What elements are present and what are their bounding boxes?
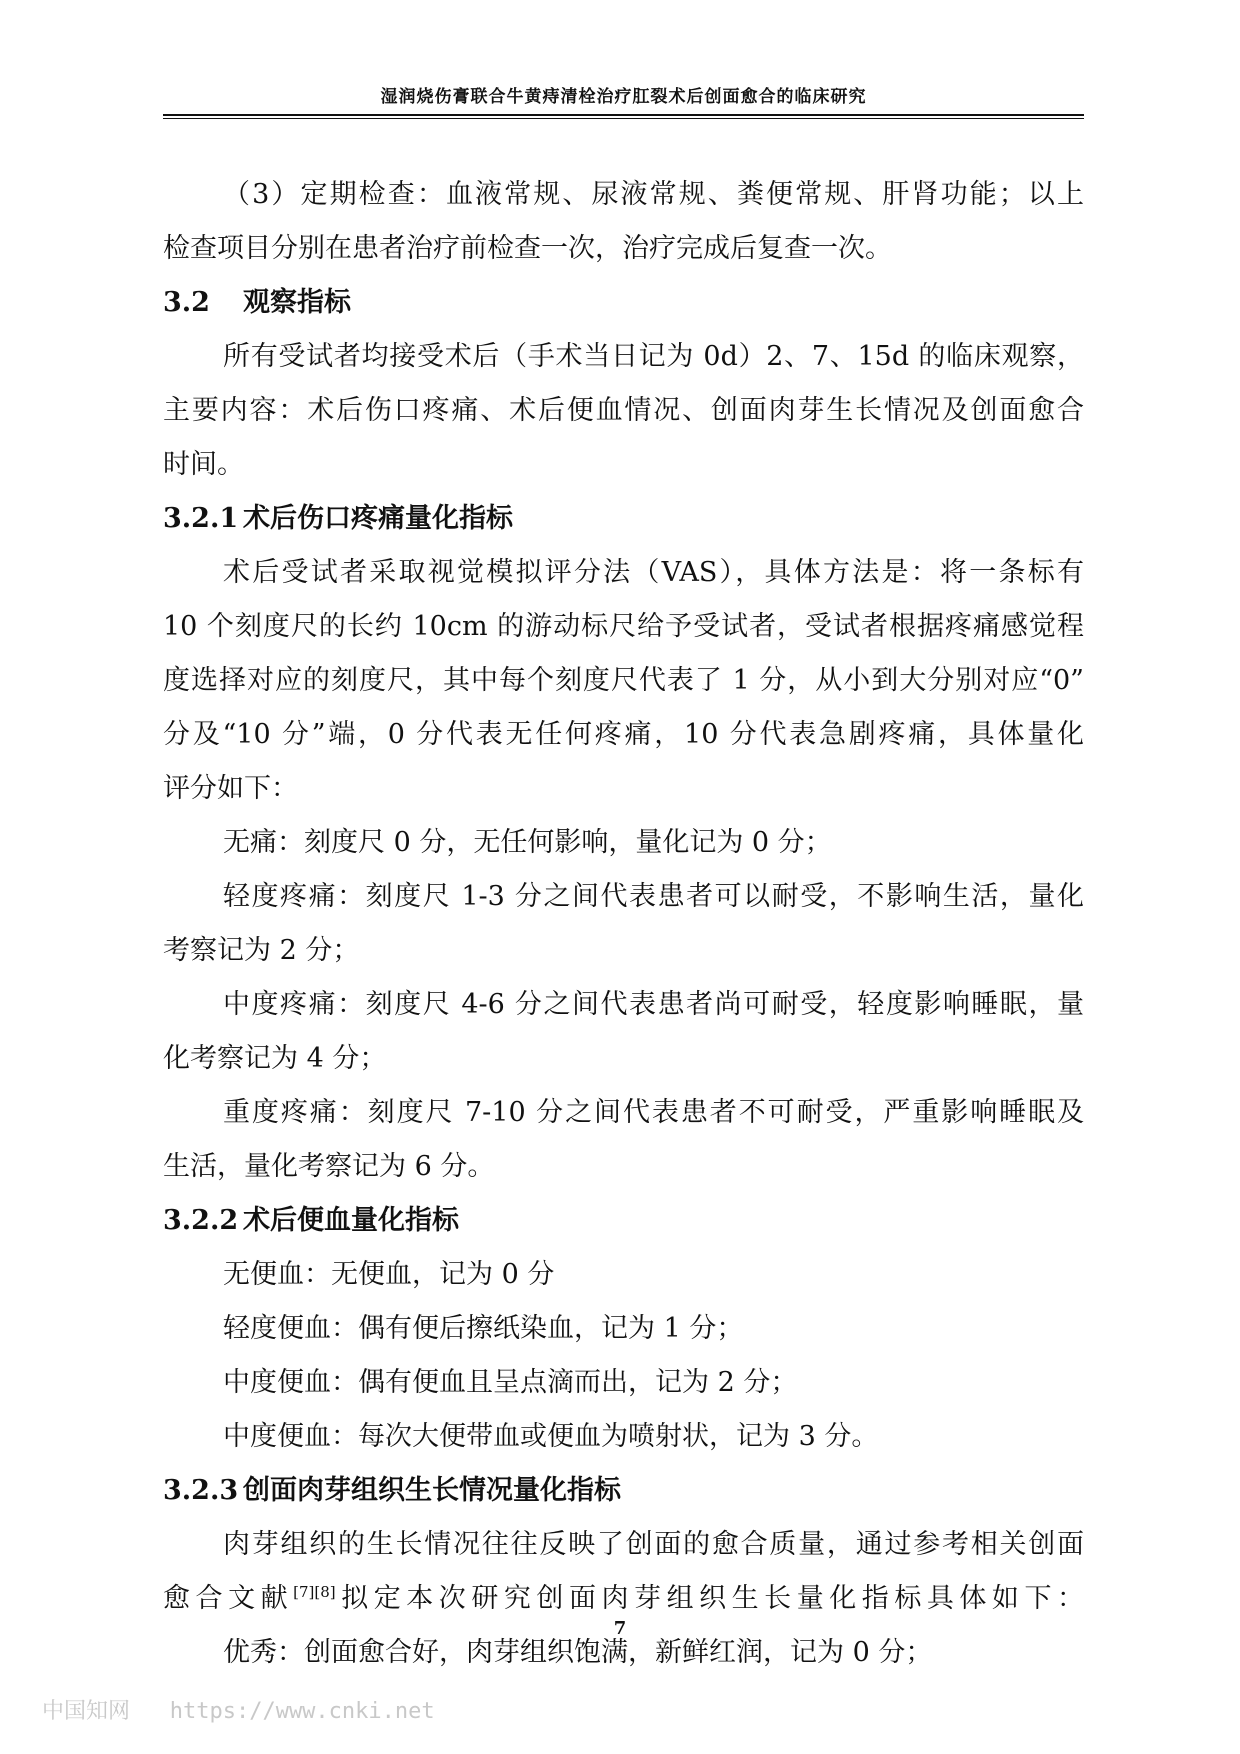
header-rule [163, 114, 1084, 116]
paragraph-line: 中度便血：每次大便带血或便血为喷射状，记为 3 分。 [223, 1421, 879, 1452]
watermark: 中国知网 https://www.cnki.net [42, 1699, 435, 1724]
paragraph-line: 时间。 [163, 449, 244, 480]
paragraph-line: 评分如下： [163, 773, 298, 804]
text-span: 愈合文献 [163, 1583, 294, 1614]
page-number: 7 [613, 1618, 627, 1639]
paragraph-line: 所有受试者均接受术后（手术当日记为 0d）2、7、15d 的临床观察， [223, 341, 1084, 372]
header-rule-thin [163, 118, 1084, 119]
paragraph-line: 分及“10 分”端，0 分代表无任何疼痛，10 分代表急剧疼痛，具体量化 [163, 719, 1084, 750]
page-body [163, 168, 1084, 1680]
paragraph-line: 重度疼痛：刻度尺 7-10 分之间代表患者不可耐受，严重影响睡眠及 [223, 1097, 1084, 1128]
citation-ref[interactable]: [7][8] [293, 1583, 336, 1601]
section-heading-3-2-1 [163, 492, 1084, 546]
paragraph-line: 化考察记为 4 分； [163, 1043, 387, 1074]
section-number: 3.2 [163, 287, 210, 318]
section-number: 3.2.3 [163, 1475, 239, 1506]
paragraph-line: 轻度便血：偶有便后擦纸染血，记为 1 分； [223, 1313, 744, 1344]
section-number: 3.2.2 [163, 1205, 239, 1236]
section-title: 观察指标 [243, 287, 351, 318]
paragraph-line: 无便血：无便血，记为 0 分 [223, 1259, 555, 1290]
section-heading-3-2-3 [163, 1464, 1084, 1518]
paragraph-line: 检查项目分别在患者治疗前检查一次，治疗完成后复查一次。 [163, 233, 892, 264]
paragraph-line: （3）定期检查：血液常规、尿液常规、粪便常规、肝肾功能；以上 [223, 179, 1084, 210]
text-span: 拟定本次研究创面肉芽组织生长量化指标具体如下： [335, 1583, 1085, 1614]
paragraph-line: 无痛：刻度尺 0 分，无任何影响，量化记为 0 分； [223, 827, 832, 858]
paragraph-line: 主要内容：术后伤口疼痛、术后便血情况、创面肉芽生长情况及创面愈合 [163, 395, 1084, 426]
section-heading-3-2-2 [163, 1194, 1084, 1248]
paragraph-line: 生活，量化考察记为 6 分。 [163, 1151, 495, 1182]
paragraph-line: 轻度疼痛：刻度尺 1-3 分之间代表患者可以耐受，不影响生活，量化 [223, 881, 1084, 912]
paragraph-line: 肉芽组织的生长情况往往反映了创面的愈合质量，通过参考相关创面 [223, 1529, 1084, 1560]
paragraph-line: 中度便血：偶有便血且呈点滴而出，记为 2 分； [223, 1367, 798, 1398]
section-heading-3-2 [163, 276, 1084, 330]
paragraph-line: 考察记为 2 分； [163, 935, 360, 966]
section-number: 3.2.1 [163, 503, 239, 534]
section-title: 术后便血量化指标 [243, 1205, 459, 1236]
paragraph-line: 中度疼痛：刻度尺 4-6 分之间代表患者尚可耐受，轻度影响睡眠，量 [223, 989, 1084, 1020]
section-title: 创面肉芽组织生长情况量化指标 [243, 1475, 621, 1506]
paragraph-line: 度选择对应的刻度尺，其中每个刻度尺代表了 1 分，从小到大分别对应“0” [163, 665, 1084, 696]
section-title: 术后伤口疼痛量化指标 [243, 503, 513, 534]
paragraph-line: 术后受试者采取视觉模拟评分法（VAS），具体方法是：将一条标有 [223, 557, 1084, 588]
paragraph-line: 10 个刻度尺的长约 10cm 的游动标尺给予受试者，受试者根据疼痛感觉程 [163, 611, 1084, 642]
paragraph-line: 优秀：创面愈合好，肉芽组织饱满，新鲜红润，记为 0 分； [223, 1637, 933, 1668]
running-header: 湿润烧伤膏联合牛黄痔清栓治疗肛裂术后创面愈合的临床研究 [380, 87, 867, 107]
